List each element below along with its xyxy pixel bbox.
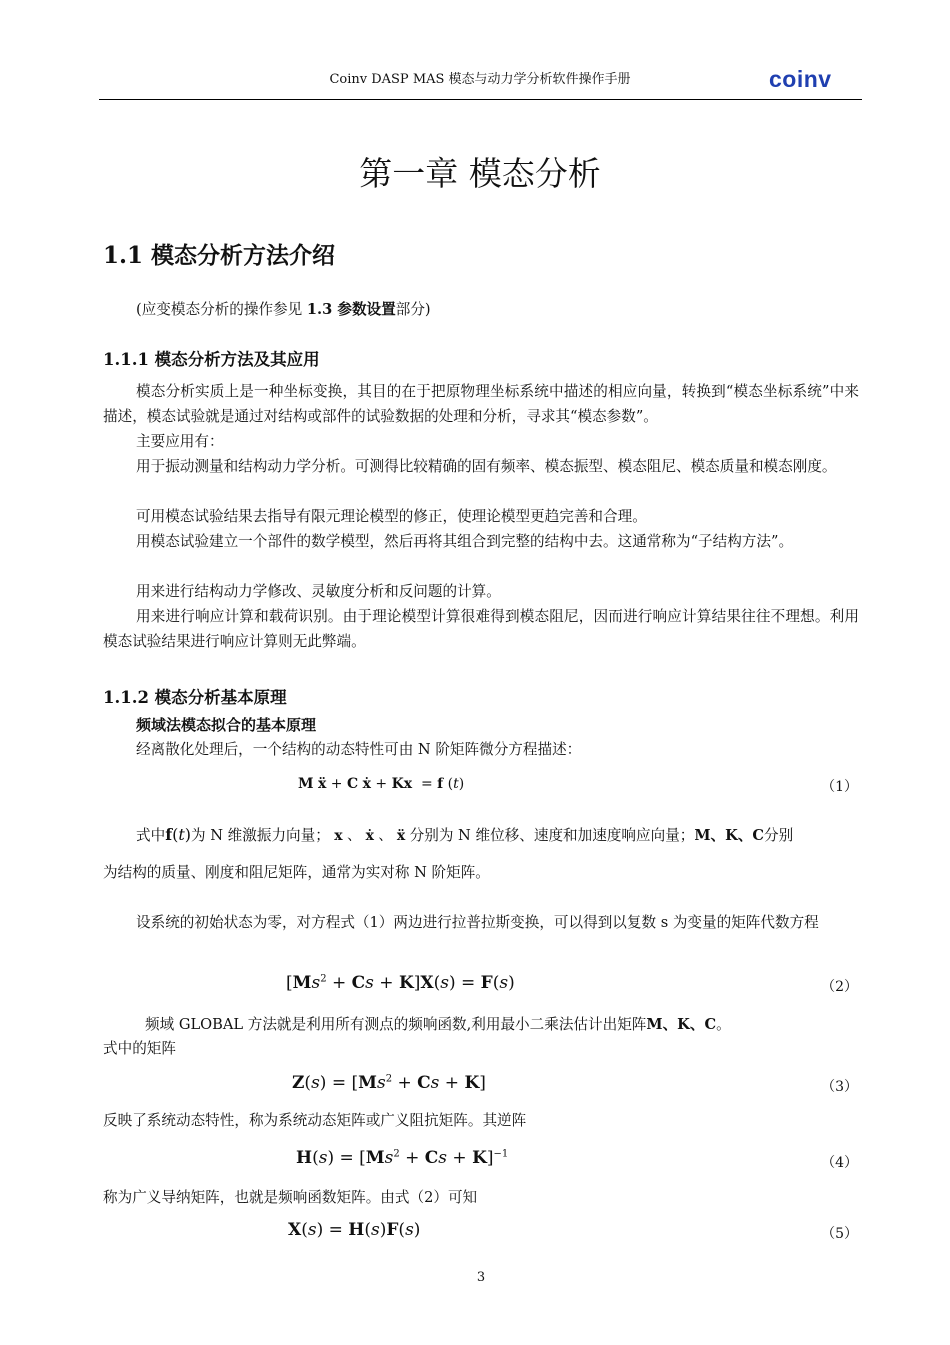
paragraph: 主要应用有： <box>136 433 224 450</box>
response-vectors-symbol: x 、 ẋ 、 ẍ <box>334 828 406 844</box>
force-vector-symbol: f(t) <box>165 825 192 844</box>
note-text-bold: 1.3 参数设置 <box>306 301 396 318</box>
section-heading-1-1-1: 1.1.1 模态分析方法及其应用 <box>103 350 320 369</box>
paragraph: 为结构的质量、刚度和阻尼矩阵，通常为实对称 N 阶矩阵。 <box>103 864 490 881</box>
coinv-logo: coinv <box>769 66 832 92</box>
paragraph: 经离散化处理后，一个结构的动态特性可由 N 阶矩阵微分方程描述： <box>136 741 582 758</box>
equation-number: （2） <box>821 979 858 995</box>
equation-4: $H(s) = [Ms^2 + Cs + K]^{-1}$ <box>296 1148 509 1168</box>
equation-number: （1） <box>821 779 858 795</box>
section-heading-1-1: 1.1 模态分析方法介绍 <box>103 242 336 269</box>
paragraph: 用于振动测量和结构动力学分析。可测得比较精确的固有频率、模态振型、模态阻尼、模态质量和模态刚度。 <box>136 458 837 475</box>
desc-text: 。 <box>716 1016 731 1033</box>
desc-text: 频域 GLOBAL 方法就是利用所有测点的频响函数,利用最小二乘法估计出矩阵 <box>145 1016 647 1033</box>
paragraph: 用模态试验建立一个部件的数学模型，然后再将其组合到完整的结构中去。这通常称为“子结构方法”。 <box>136 533 794 550</box>
equation-2: $[Ms^2 + Cs + K]X(s) = F(s)$ <box>286 973 515 993</box>
subsection-heading: 频域法模态拟合的基本原理 <box>136 716 317 734</box>
desc-text: 式中 <box>136 827 166 844</box>
paragraph: 模态分析实质上是一种坐标变换，其目的在于把原物理坐标系统中描述的相应向量，转换到“模态坐标系统”中来描述，模态试验就是通过对结构或部件的试验数据的处理和分析，寻求其“模态参数”。 <box>103 383 859 425</box>
page-number: 3 <box>476 1270 486 1285</box>
matrix-symbols: M、K、C <box>694 827 765 844</box>
note-text-pre: (应变模态分析的操作参见 <box>136 301 307 318</box>
paragraph: 可用模态试验结果去指导有限元理论模型的修正，使理论模型更趋完善和合理。 <box>136 508 647 525</box>
paragraph <box>145 1012 860 1037</box>
paragraph <box>136 822 858 849</box>
running-header-title: Coinv DASP MAS 模态与动力学分析软件操作手册 <box>329 72 631 87</box>
paragraph: 式中的矩阵 <box>103 1040 176 1057</box>
chapter-title: 第一章 模态分析 <box>359 154 601 193</box>
paragraph: 称为广义导纳矩阵，也就是频响函数矩阵。由式（2）可知 <box>103 1189 478 1206</box>
section-heading-1-1-2: 1.1.2 模态分析基本原理 <box>103 688 287 707</box>
desc-text: 分别 <box>764 827 794 844</box>
paragraph: 设系统的初始状态为零，对方程式（1）两边进行拉普拉斯变换，可以得到以复数 s 为变量的矩阵代数方程 <box>136 914 819 931</box>
equation-3: $Z(s) = [Ms^2 + Cs + K]$ <box>292 1073 486 1093</box>
paragraph: 用来进行结构动力学修改、灵敏度分析和反问题的计算。 <box>136 583 501 600</box>
equation-5: X(s) = H(s)F(s) <box>288 1220 421 1240</box>
cross-reference-note <box>136 298 431 319</box>
matrix-symbols: M、K、C <box>646 1016 717 1033</box>
desc-text: 分别为 N 维位移、速度和加速度响应向量； <box>409 827 695 844</box>
paragraph: 用来进行响应计算和载荷识别。由于理论模型计算很难得到模态阻尼，因而进行响应计算结果往往不理想。利用模态试验结果进行响应计算则无此弊端。 <box>103 608 859 650</box>
equation-1: M ẍ + C ẋ + Kx = f (t) <box>298 776 465 792</box>
paragraph: 反映了系统动态特性，称为系统动态矩阵或广义阻抗矩阵。其逆阵 <box>103 1112 527 1129</box>
header-divider <box>99 99 862 100</box>
equation-number: （3） <box>821 1079 858 1095</box>
equation-number: （5） <box>821 1226 858 1242</box>
equation-number: （4） <box>821 1155 858 1171</box>
desc-text: 为 N 维激振力向量； <box>191 827 330 844</box>
note-text-post: 部分) <box>395 301 431 318</box>
